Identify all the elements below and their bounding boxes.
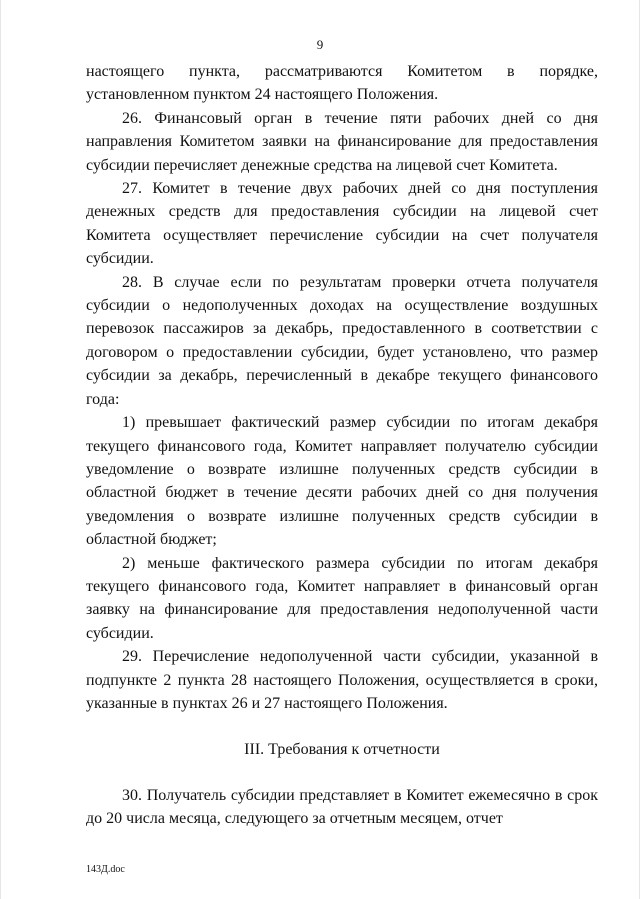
paragraph-27: 27. Комитет в течение двух рабочих дней со дня поступления денежных средств для предоставления субсидии на лицевой счет Комитета осуществляет перечисление субсидии на счет получателя субсидии. bbox=[86, 180, 598, 268]
paragraph-28-item-2: 2) меньше фактического размера субсидии по итогам декабря текущего финансового года, Комитет направляет в финансовый орган заявку на финансирование для предоставления недополученной части субсидии. bbox=[86, 554, 598, 642]
scan-edge-left bbox=[0, 0, 1, 899]
paragraph-28-item-1: 1) превышает фактический размер субсидии по итогам декабря текущего финансового года, Комитет направляет получателю субсидии уведомление о возврате излишне полученных средств субсидии в областной бюджет в течение десяти рабочих дней со дня получения уведомления о возврате излишне полученных средств субсидии в областной бюджет; bbox=[86, 414, 598, 549]
paragraph-26: 26. Финансовый орган в течение пяти рабочих дней со дня направления Комитетом заявки на финансирование для предоставления субсидии перечисляет денежные средства на лицевой счет Комитета. bbox=[86, 109, 598, 174]
paragraph-28: 28. В случае если по результатам проверки отчета получателя субсидии о недополученных доходах на осуществление воздушных перевозок пассажиров за декабрь, предоставленного в соответствии с договором о предоставлении субсидии, будет установлено, что размер субсидии за декабрь, перечисленный в декабре текущего финансового года: bbox=[86, 273, 598, 408]
paragraph-continuation-25: настоящего пункта, рассматриваются Комитетом в порядке, установленном пунктом 24 настоящего Положения. bbox=[86, 63, 598, 104]
document-body bbox=[86, 60, 598, 831]
section-heading: III. Требования к отчетности bbox=[244, 741, 440, 759]
paragraph-29: 29. Перечисление недополученной части субсидии, указанной в подпункте 2 пункта 28 настоящего Положения, осуществляется в сроки, указанные в пунктах 26 и 27 настоящего Положения. bbox=[86, 648, 598, 712]
paragraph-30: 30. Получатель субсидии представляет в Комитет ежемесячно в срок до 20 числа месяца, следующего за отчетным месяцем, отчет bbox=[86, 786, 598, 828]
page-number: 9 bbox=[316, 37, 324, 52]
footer-filename: 143Д.doc bbox=[86, 864, 125, 875]
